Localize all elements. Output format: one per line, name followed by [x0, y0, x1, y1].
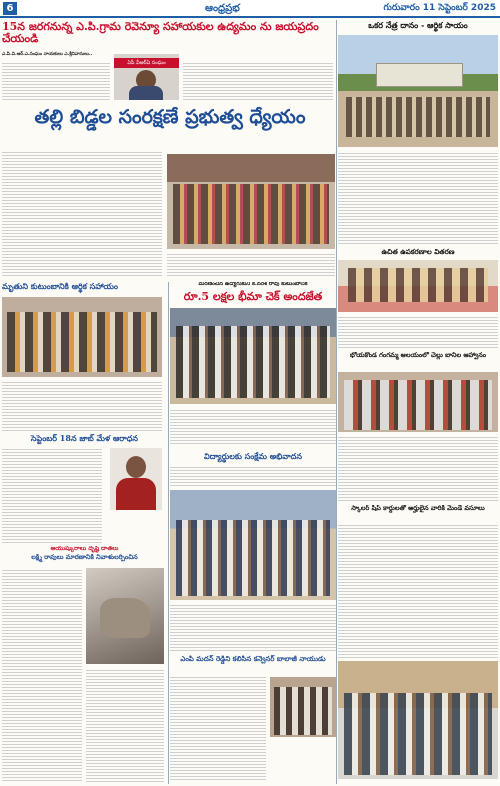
masthead [0, 0, 500, 18]
story-body-text [2, 61, 110, 101]
vocational-photo [338, 260, 498, 312]
family-help-photo [2, 297, 162, 377]
officials [176, 326, 330, 398]
eye-camp-photo [338, 35, 498, 147]
story-body-text [338, 151, 498, 246]
banner-text: ఏపీ వీఆర్ఏ సంఘం [114, 58, 179, 68]
story-body-text [338, 315, 498, 348]
school-photo [338, 661, 498, 779]
story-body-text [86, 668, 164, 782]
story-headline: ఉచిత ఉపకరణాల వితరణ [381, 248, 455, 256]
story-headline: మృతుని కుటుంబానికి ఆర్థిక సహాయం [2, 282, 118, 291]
story-accident [2, 546, 167, 784]
story-kicker: మరణించిన ఉద్యోగుకుని కె.నరేశ్ రావు కుటుంబానికి [198, 282, 308, 287]
police-portrait [110, 448, 162, 510]
building [376, 63, 463, 87]
story-headline: ఎంపి మదన్ రెడ్డిని కలిసిన కన్వెనర్ బాలాజీ నాయుడు [180, 655, 326, 663]
students [176, 520, 330, 596]
figure [100, 598, 150, 638]
story-body-text [2, 380, 162, 432]
group [344, 380, 492, 430]
portrait-body [116, 478, 156, 510]
story-family-help [2, 282, 167, 432]
accident-photo [86, 568, 164, 664]
story-headline: సెప్టెంబర్ 18న జాబ్ మేళ ఆరాధన [30, 434, 139, 443]
story-headline: 15న జరగనున్న ఎ.పి.గ్రామ రెవెన్యూ సహాయకుల ఉద్యమం ను జయప్రదం చేయండి [2, 21, 319, 45]
paper-name: ఆంధ్రప్రభ [205, 3, 240, 14]
story-grama-revenue [2, 21, 334, 101]
story-body-text [183, 61, 333, 101]
story-body-text [167, 252, 335, 278]
story-eye-camp [338, 21, 498, 246]
crowd [173, 184, 329, 244]
story-main [2, 104, 336, 146]
portrait-head [126, 456, 146, 478]
story-school [338, 505, 498, 784]
story-body-text [170, 675, 266, 781]
group [7, 312, 157, 372]
story-vidya [170, 452, 336, 652]
story-headline: ఒకర నేత్ర దానం - ఆర్థిక సాయం [368, 21, 468, 30]
story-body-text [338, 523, 498, 658]
story-kicker: ఆయుష్కురాలు దృష్టి దాతలు [50, 546, 119, 552]
story-vocational [338, 248, 498, 348]
vidya-photo [170, 490, 336, 600]
story-body-text [338, 435, 498, 502]
story-headline: భోయకొండ గంగమ్మ ఆలయంలో చెల్లు బానిల ఆహ్వానం [349, 352, 487, 359]
story-headline: రూ.5 లక్షల భీమా చెక్ అందజేత [183, 290, 323, 303]
story-headline: విద్యార్థులకు సంక్షేమ అభివాదన [204, 452, 302, 461]
cheque-photo [170, 308, 336, 404]
story-headline: స్కాలర్ షిప్ కార్డులతో అర్హులైన వారికి మెండే వసూలు [351, 505, 485, 512]
story-mpdo [170, 655, 336, 783]
story-cheque [170, 282, 336, 447]
vra-photo [114, 54, 179, 100]
person-body [129, 86, 163, 100]
column-rule [168, 282, 169, 784]
column-rule [336, 20, 337, 784]
page-number: 6 [3, 2, 17, 15]
group [344, 693, 492, 775]
main-headline: తల్లి బిడ్డల సంరక్షణే ప్రభుత్వ ధ్యేయం [34, 106, 306, 128]
story-nayakul [338, 352, 498, 502]
story-police [2, 434, 167, 544]
crowd [346, 97, 490, 137]
story-body-text [2, 150, 162, 278]
story-body-text [170, 603, 336, 651]
nayakul-photo [338, 372, 498, 432]
main-story-body [2, 150, 336, 280]
story-body-text [2, 447, 102, 543]
story-body-text [170, 465, 336, 487]
wall [167, 154, 335, 182]
story-byline: ఎ.పి.వి.ఆర్.ఎ.సంఘం నాయకులు ఎ.శ్రీనివాసులు.. [2, 52, 93, 57]
officials [274, 687, 332, 735]
people [348, 268, 488, 302]
story-headline: లక్ష్మి రావులు మారణానికి నివాళులర్పించిన [31, 553, 138, 561]
story-body-text [2, 568, 82, 782]
main-photo [167, 154, 335, 249]
page-date: గురువారం 11 సెప్టెంబర్ 2025 [383, 3, 496, 13]
mpdo-photo [270, 677, 336, 737]
story-body-text [170, 408, 336, 446]
